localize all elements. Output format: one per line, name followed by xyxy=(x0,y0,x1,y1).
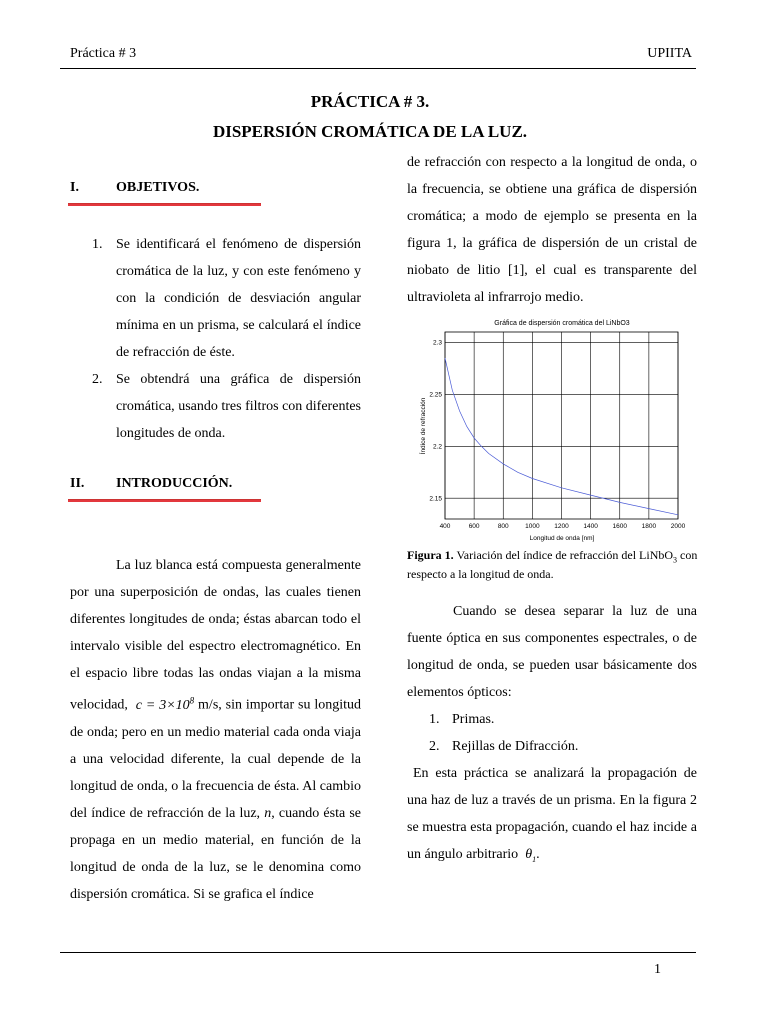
chart-svg xyxy=(410,314,700,544)
list-text: Rejillas de Difracción. xyxy=(452,739,579,754)
list-item xyxy=(70,366,361,447)
figure-caption xyxy=(407,548,707,582)
theta-base: θ xyxy=(525,847,533,862)
x-tick-label: 400 xyxy=(439,523,451,530)
page-subtitle: DISPERSIÓN CROMÁTICA DE LA LUZ. xyxy=(212,122,528,141)
chart-xlabel: Longitud de onda [nm] xyxy=(529,535,595,542)
list-number: 2. xyxy=(429,739,440,754)
list-number: 1. xyxy=(92,237,103,252)
y-tick-label: 2.3 xyxy=(432,339,442,347)
intro-text-b: m/s, sin importar su longitud de onda; pero en un medio material cada onda viaja a una velocidad diferente, la cual depende de la longitud de onda, o la frecuencia de ésta. Al cambio del índice de refracción de la luz, xyxy=(70,697,362,821)
list-text: Se identificará el fenómeno de dispersión cromática de la luz, y con este fenómeno y con la condición de desviación angular mínima en un prisma, se calculará el índice de refracción de éste. xyxy=(116,237,361,360)
x-tick-label: 1600 xyxy=(612,523,627,530)
caption-label: Figura 1. xyxy=(407,548,454,562)
list-item xyxy=(70,231,361,366)
dispersion-chart xyxy=(410,314,700,544)
intro-text-c: , cuando ésta se propaga en un medio material, en función de la longitud de onda de la luz, se le denomina como dispersión cromática. Si se grafica el índice xyxy=(70,805,362,902)
prism-paragraph xyxy=(407,760,697,873)
chart-title: Gráfica de dispersión cromática del LiNbO3 xyxy=(494,320,630,327)
chart-ylabel: Índice de refracción xyxy=(420,397,427,455)
section-underline xyxy=(68,203,261,206)
prism-text: En esta práctica se analizará la propagación de una haz de luz a través de un prisma. En la figura 2 se muestra esta propagación, cuando el haz incide a un ángulo arbitrario xyxy=(407,766,697,862)
speed-equation-exp: 8 xyxy=(189,695,195,705)
list-text: Primas. xyxy=(452,712,495,727)
separation-text: Cuando se desea separar la luz de una fuente óptica en sus componentes espectrales, o de longitud de onda, se pueden usar básicamente dos elementos ópticos: xyxy=(407,604,697,700)
intro-continuation: de refracción con respecto a la longitud de onda, o la frecuencia, se obtiene una gráfica de dispersión cromática; a modo de ejemplo se presenta en la figura 1, la gráfica de dispersión de un cristal de niobato de litio [1], el cual es transparente del ultravioleta al infrarrojo medio. xyxy=(407,155,697,305)
section-objetivos xyxy=(70,180,270,208)
header-right: UPIITA xyxy=(647,46,692,61)
x-tick-label: 2000 xyxy=(670,523,686,530)
list-number: 1. xyxy=(429,712,440,727)
x-tick-label: 800 xyxy=(497,523,509,530)
x-tick-label: 1000 xyxy=(525,523,540,530)
x-tick-label: 600 xyxy=(468,523,480,530)
intro-text-a: La luz blanca está compuesta generalmente por una superposición de ondas, las cuales tienen diferentes longitudes de onda; éstas abarcan todo el intervalo visible del espectro electromagnético. En el espacio libre todas las ondas viajan a la misma velocidad, xyxy=(70,558,361,713)
y-tick-label: 2.25 xyxy=(429,391,442,399)
theta-symbol xyxy=(522,847,536,862)
x-tick-label: 1800 xyxy=(641,523,657,530)
speed-equation-base: c = 3×10 xyxy=(135,697,190,713)
section-title: OBJETIVOS. xyxy=(116,180,200,195)
section-title: INTRODUCCIÓN. xyxy=(116,476,233,491)
header-left: Práctica # 3 xyxy=(70,46,137,61)
intro-paragraph xyxy=(70,552,361,908)
x-tick-label: 1400 xyxy=(583,523,598,530)
section-number: I. xyxy=(70,180,79,195)
prism-text-end: . xyxy=(536,847,540,862)
list-number: 2. xyxy=(92,372,103,387)
page-title: PRÁCTICA # 3. xyxy=(310,92,430,111)
header-rule xyxy=(60,68,696,69)
caption-subscript: 3 xyxy=(673,555,678,565)
caption-text-a: Variación del índice de refracción del LiNbO xyxy=(456,548,674,562)
section-number: II. xyxy=(70,476,85,491)
y-tick-label: 2.2 xyxy=(432,443,442,451)
section-underline xyxy=(68,499,261,502)
page-number: 1 xyxy=(654,962,661,977)
list-item xyxy=(407,733,697,760)
footer-rule xyxy=(60,952,696,953)
section-introduccion xyxy=(70,476,270,504)
separation-paragraph xyxy=(407,598,697,873)
list-text: Se obtendrá una gráfica de dispersión cromática, usando tres filtros con diferentes longitudes de onda. xyxy=(116,372,361,441)
chart-ticks xyxy=(429,340,685,530)
theta-subscript: 1 xyxy=(532,854,537,864)
elements-list xyxy=(407,706,697,760)
speed-equation xyxy=(132,695,195,713)
chart-grid xyxy=(445,332,678,519)
caption-text-b: con respecto a la longitud de onda. xyxy=(407,548,698,582)
x-tick-label: 1200 xyxy=(554,523,569,530)
n-symbol: n xyxy=(264,805,272,821)
y-tick-label: 2.15 xyxy=(429,495,442,503)
objectives-list xyxy=(70,231,361,447)
intro-text xyxy=(70,552,361,908)
list-item xyxy=(407,706,697,733)
